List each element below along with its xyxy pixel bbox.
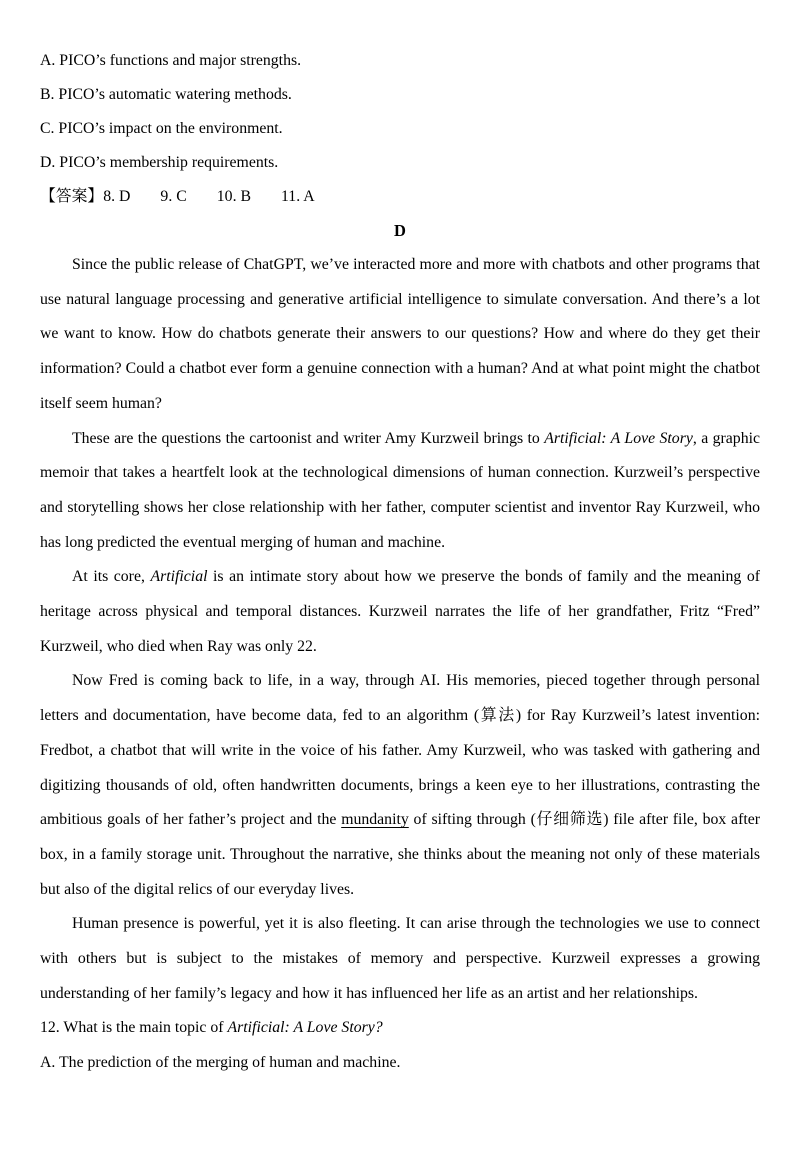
option-b: B. PICO’s automatic watering methods. <box>40 86 292 103</box>
paragraph-text: Since the public release of ChatGPT, we’ve interacted more and more with chatbots and other programs that use natural language processing and generative artificial intelligence to simulate conversation. And there’s a lot we want to know. How do chatbots generate their answers to our questions? How and where do they get their information? Could a chatbot ever form a genuine connection with a human? And at what point might the chatbot itself seem human? <box>40 256 760 412</box>
passage-paragraph-1 <box>40 248 760 422</box>
question-12-option-a: A. The prediction of the merging of human and machine. <box>40 1054 401 1072</box>
previous-question-options <box>40 44 760 180</box>
reading-passage <box>40 248 760 1011</box>
passage-paragraph-5 <box>40 907 760 1011</box>
option-a: A. PICO’s functions and major strengths. <box>40 52 302 69</box>
underlined-vocab-word: mundanity <box>341 811 409 829</box>
question-12 <box>40 1011 760 1046</box>
answer-11: 11. A <box>281 188 315 205</box>
book-title-italic: Artificial: A Love Story? <box>227 1019 383 1037</box>
book-title-italic: Artificial: A Love Story <box>544 429 693 447</box>
answer-key-label: 【答案】 <box>40 188 104 205</box>
paragraph-text: Now Fred is coming back to life, in a way, through AI. His memories, pieced together through personal letters and documentation, have become data, fed to an algorithm (算法) for Ray Kurzweil’s latest invention: Fredbot, a chatbot that will write in the voice of his father. Amy Kurzweil, who was tasked with gathering and digitizing thousands of old, often handwritten documents, brings a keen eye to her illustrations, contrasting the ambitious goals of her father’s project and the <box>40 672 760 829</box>
answer-10: 10. B <box>216 188 251 205</box>
option-d: D. PICO’s membership requirements. <box>40 154 279 171</box>
answer-key-line <box>40 180 760 214</box>
passage-paragraph-4 <box>40 664 760 907</box>
paragraph-text: is an intimate story about how we preserve the bonds of family and the meaning of heritage across physical and temporal distances. Kurzweil narrates the life of her grandfather, Fritz “Fred” Kurzweil, who died when Ray was only 22. <box>40 568 761 655</box>
paragraph-text: of sifting through (仔细筛选) file after file, box after box, in a family storage unit. Throughout the narrative, she thinks about the meaning not only of these materials but also of the digital relics of our everyday lives. <box>40 811 760 898</box>
passage-paragraph-2 <box>40 422 760 561</box>
paragraph-text: These are the questions the cartoonist and writer Amy Kurzweil brings to <box>72 429 545 447</box>
book-title-italic: Artificial <box>150 568 208 586</box>
answer-9: 9. C <box>160 188 187 205</box>
question-text: 12. What is the main topic of <box>40 1019 228 1037</box>
passage-paragraph-3 <box>40 560 760 664</box>
passage-section-heading: D <box>394 221 406 240</box>
paragraph-text: Human presence is powerful, yet it is also fleeting. It can arise through the technologies we use to connect with others but is subject to the mistakes of memory and perspective. Kurzweil expresses a growing understanding of her family’s legacy and how it has influenced her life as an artist and her relationships. <box>40 915 760 1002</box>
paragraph-text: At its core, <box>72 568 151 586</box>
answer-8: 8. D <box>103 188 131 205</box>
paragraph-text: , a graphic memoir that takes a heartfelt look at the technological dimensions of human connection. Kurzweil’s perspective and storytelling shows her close relationship with her father, computer scientist and inventor Ray Kurzweil, who has long predicted the eventual merging of human and machine. <box>40 429 760 551</box>
option-c: C. PICO’s impact on the environment. <box>40 120 283 137</box>
